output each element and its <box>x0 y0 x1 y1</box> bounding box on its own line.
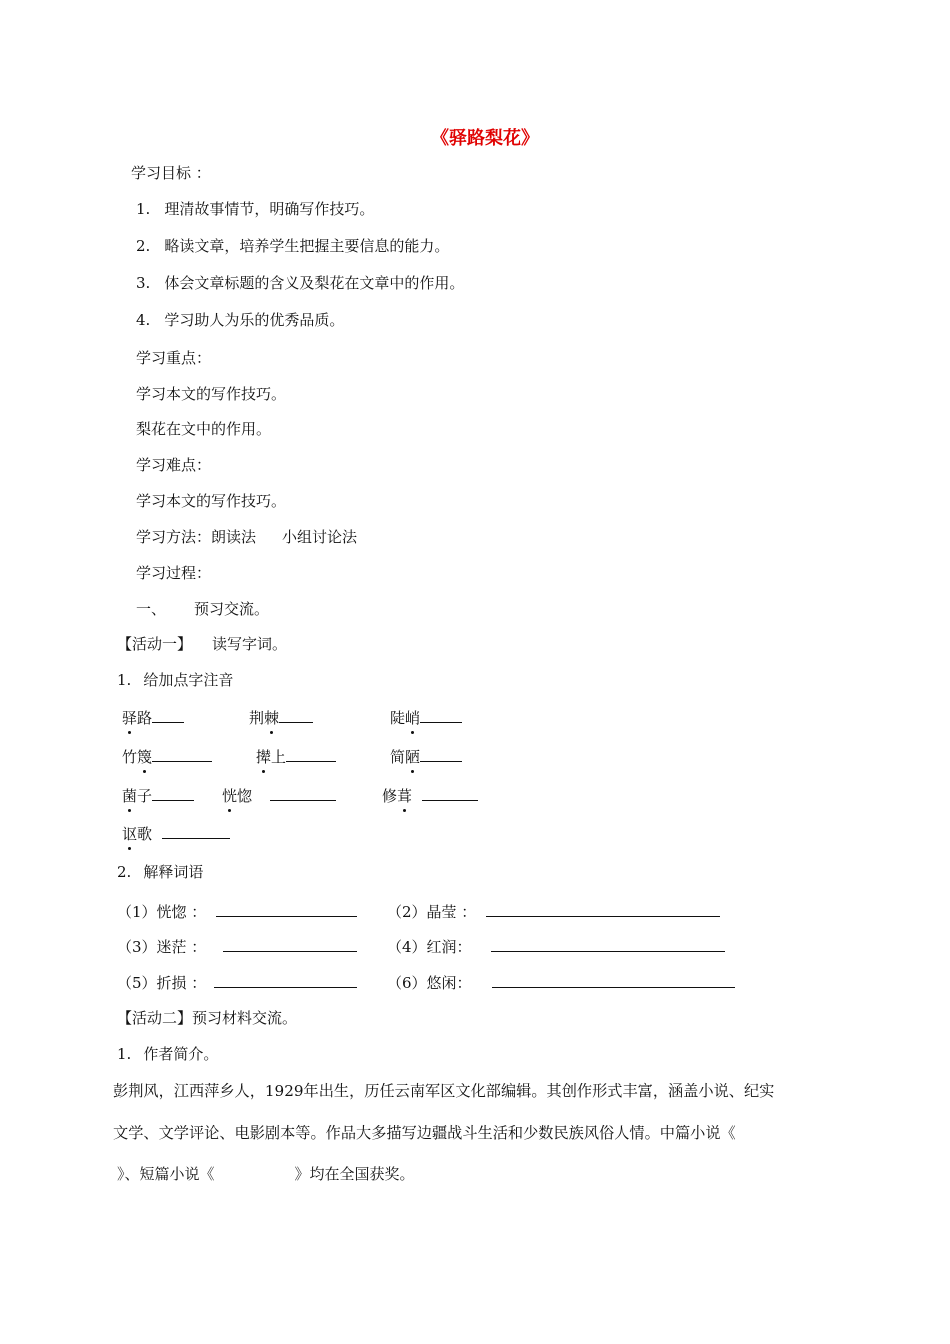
answer-blank[interactable] <box>152 784 194 801</box>
objective-item: 1. 理清故事情节，明确写作技巧。 <box>136 200 375 218</box>
definition-item: （2）晶莹 ： <box>387 900 720 922</box>
pinyin-item: 简陋 <box>390 745 462 767</box>
pinyin-item: 驿路 <box>122 706 184 728</box>
definition-item: （5）折损 ： <box>117 971 357 993</box>
focus-heading: 学习重点： <box>136 349 212 367</box>
answer-blank[interactable] <box>491 935 725 952</box>
activity-heading: 【活动二】预习材料交流。 <box>117 1009 298 1027</box>
difficulty-line: 学习本文的写作技巧。 <box>136 492 287 510</box>
answer-blank[interactable] <box>486 900 720 917</box>
answer-blank[interactable] <box>223 935 357 952</box>
answer-blank[interactable] <box>420 745 462 762</box>
objective-item: 4. 学习助人为乐的优秀品质。 <box>136 311 345 329</box>
objective-item: 3. 体会文章标题的含义及梨花在文章中的作用。 <box>136 274 465 292</box>
focus-line: 梨花在文中的作用。 <box>136 420 272 438</box>
answer-blank[interactable] <box>162 822 230 839</box>
difficulty-heading: 学习难点： <box>136 456 212 474</box>
focus-line: 学习本文的写作技巧。 <box>136 385 287 403</box>
answer-blank[interactable] <box>270 784 336 801</box>
pinyin-item: 修葺 <box>382 784 478 806</box>
bio-line: 》、短篇小说《 》均在全国获奖。 <box>117 1165 415 1183</box>
bio-line: 文学、文学评论、电影剧本等。作品大多描写边疆战斗生活和少数民族风俗人情。中篇小说《 <box>113 1124 736 1142</box>
answer-blank[interactable] <box>152 706 184 723</box>
answer-blank[interactable] <box>420 706 462 723</box>
process-heading: 学习过程： <box>136 564 212 582</box>
question-heading: 2. 解释词语 <box>117 863 204 881</box>
pinyin-item: 菌子 <box>122 784 194 806</box>
pinyin-item: 恍惚 <box>222 784 336 806</box>
pinyin-item: 荆棘 <box>249 706 313 728</box>
pinyin-item: 撵上 <box>256 745 336 767</box>
answer-blank[interactable] <box>214 971 357 988</box>
question-heading: 1. 作者简介。 <box>117 1045 219 1063</box>
definition-item: （6）悠闲： <box>387 971 735 993</box>
pinyin-item: 陡峭 <box>390 706 462 728</box>
answer-blank[interactable] <box>286 745 336 762</box>
activity-heading: 【活动一】 读写字词。 <box>117 635 288 653</box>
section-heading: 一、 预习交流。 <box>136 600 270 618</box>
definition-item: （1）恍惚 ： <box>117 900 357 922</box>
answer-blank[interactable] <box>216 900 357 917</box>
pinyin-item: 讴歌 <box>122 822 230 844</box>
definition-item: （4）红润： <box>387 935 725 957</box>
answer-blank[interactable] <box>152 745 212 762</box>
definition-item: （3）迷茫 ： <box>117 935 357 957</box>
method-line: 学习方法：朗读法 小组讨论法 <box>136 528 358 546</box>
objective-item: 2. 略读文章，培养学生把握主要信息的能力。 <box>136 237 450 255</box>
bio-line: 彭荆风，江西萍乡人，1929年出生，历任云南军区文化部编辑。其创作形式丰富，涵盖小说、纪实 <box>113 1082 775 1100</box>
pinyin-item: 竹篾 <box>122 745 212 767</box>
page-title: 《驿路梨花》 <box>431 128 539 149</box>
objectives-heading: 学习目标 ： <box>131 164 211 182</box>
answer-blank[interactable] <box>492 971 735 988</box>
answer-blank[interactable] <box>422 784 478 801</box>
answer-blank[interactable] <box>279 706 313 723</box>
question-heading: 1. 给加点字注音 <box>117 671 234 689</box>
